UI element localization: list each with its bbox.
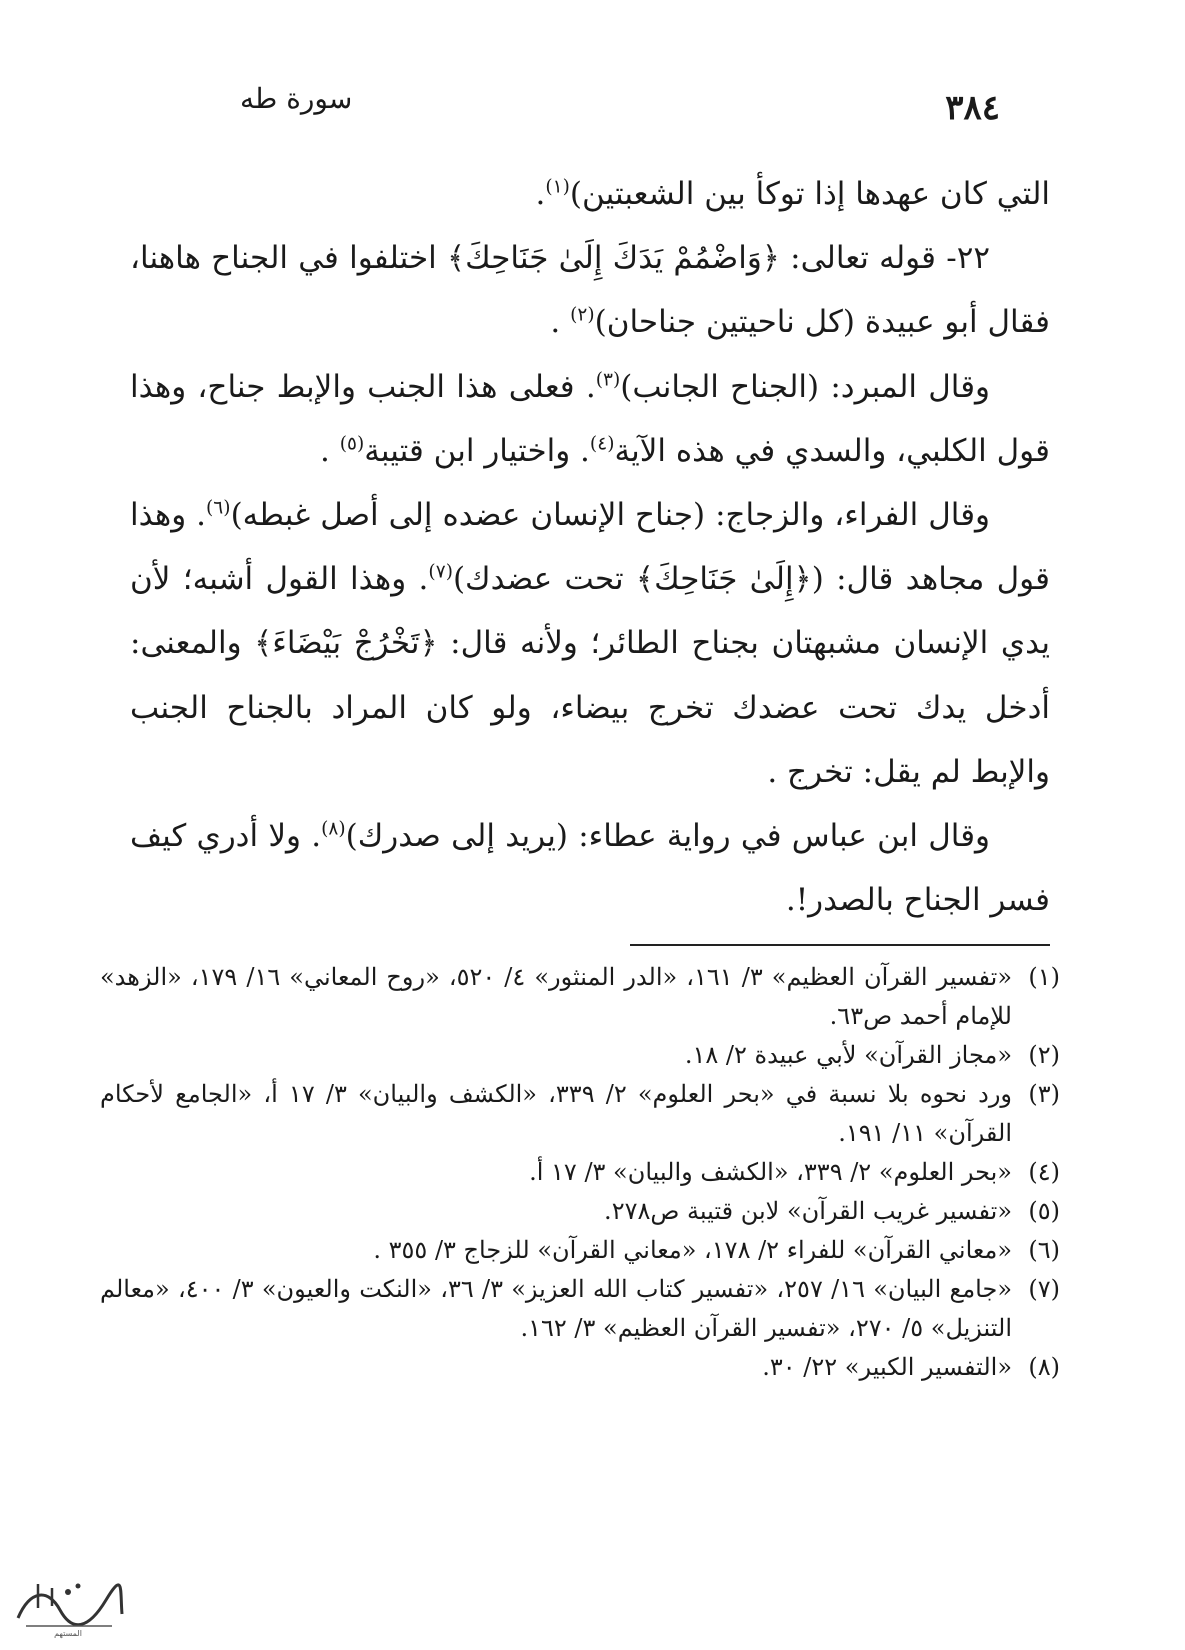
footnote-6 bbox=[100, 1231, 1060, 1270]
footnote-number: (٣) bbox=[1028, 1080, 1060, 1108]
paragraph-4: وقال الفراء، والزجاج: (جناح الإنسان عضده إلى أصل غبطه)$^{(٦)}$. وهذا قول مجاهد قال: (﴿إِلَىٰ جَنَاحِكَ﴾ تحت عضدك)$^{(٧)}$. وهذا القول أشبه؛ لأن يدي الإنسان مشبهتان بجناح الطائر؛ ولأنه قال: ﴿تَخْرُجْ بَيْضَاءَ﴾ والمعنى: أدخل يدك تحت عضدك تخرج بيضاء، ولو كان المراد بالجناح الجنب والإبط لم يقل: تخرج . bbox=[130, 497, 1050, 790]
footnote-8 bbox=[100, 1348, 1060, 1387]
page-header bbox=[80, 78, 1105, 128]
footnote-7 bbox=[100, 1270, 1060, 1348]
page-number: ٣٨٤ bbox=[945, 88, 1000, 128]
publisher-logo-icon bbox=[8, 1570, 128, 1640]
footnote-2 bbox=[100, 1036, 1060, 1075]
footnote-number: (٦) bbox=[1028, 1236, 1060, 1264]
footnote-text: «تفسير غريب القرآن» لابن قتيبة ص٢٧٨. bbox=[604, 1197, 1012, 1225]
footnote-ref[interactable]: (٤) bbox=[589, 433, 615, 455]
svg-text:المستهم: المستهم bbox=[54, 1629, 82, 1638]
paragraph-2: ٢٢- قوله تعالى: ﴿وَاضْمُمْ يَدَكَ إِلَىٰ جَنَاحِكَ﴾ اختلفوا في الجناح هاهنا، فقال أبو عبيدة (كل ناحيتين جناحان)$^{(٢)}$ . bbox=[130, 240, 1050, 341]
running-title: سورة طه bbox=[240, 82, 353, 115]
footnotes bbox=[100, 958, 1060, 1387]
footnote-text: ورد نحوه بلا نسبة في «بحر العلوم» ٢/ ٣٣٩، «الكشف والبيان» ٣/ ١٧ أ، «الجامع لأحكام القرآن» ١١/ ١٩١. bbox=[100, 1080, 1013, 1147]
footnote-ref[interactable]: (١) bbox=[545, 176, 570, 198]
footnote-ref[interactable]: (٥) bbox=[339, 433, 365, 455]
paragraph-1: التي كان عهدها إذا توكأ بين الشعبتين)$^{(١)}$. bbox=[535, 176, 1050, 212]
footnote-5 bbox=[100, 1192, 1060, 1231]
footnote-number: (٨) bbox=[1028, 1353, 1060, 1381]
footnote-number: (١) bbox=[1028, 963, 1060, 991]
paragraph-5: وقال ابن عباس في رواية عطاء: (يريد إلى صدرك)$^{(٨)}$. ولا أدري كيف فسر الجناح بالصدر!. bbox=[130, 818, 1050, 919]
footnote-text: «تفسير القرآن العظيم» ٣/ ١٦١، «الدر المنثور» ٤/ ٥٢٠، «روح المعاني» ١٦/ ١٧٩، «الزهد» للإمام أحمد ص٦٣. bbox=[100, 963, 1013, 1030]
paragraph-3: وقال المبرد: (الجناح الجانب)$^{(٣)}$. فعلى هذا الجنب والإبط جناح، وهذا قول الكلبي، والسدي في هذه الآية$^{(٤)}$. واختيار ابن قتيبة$^{(٥)}$ . bbox=[130, 368, 1050, 469]
footnote-4 bbox=[100, 1153, 1060, 1192]
footnote-text: «التفسير الكبير» ٢٢/ ٣٠. bbox=[762, 1353, 1012, 1381]
footnote-text: «بحر العلوم» ٢/ ٣٣٩، «الكشف والبيان» ٣/ ١٧ أ. bbox=[529, 1158, 1012, 1186]
footnote-text: «جامع البيان» ١٦/ ٢٥٧، «تفسير كتاب الله العزيز» ٣/ ٣٦، «النكت والعيون» ٣/ ٤٠٠، «معالم التنزيل» ٥/ ٢٧٠، «تفسير القرآن العظيم» ٣/ ١٦٢. bbox=[100, 1275, 1013, 1342]
footnote-number: (٧) bbox=[1028, 1275, 1060, 1303]
footnote-ref[interactable]: (٣) bbox=[595, 369, 621, 391]
footnote-text: «معاني القرآن» للفراء ٢/ ١٧٨، «معاني القرآن» للزجاج ٣/ ٣٥٥ . bbox=[373, 1236, 1012, 1264]
footnote-separator bbox=[630, 944, 1050, 946]
main-text bbox=[130, 162, 1050, 932]
footnote-1 bbox=[100, 958, 1060, 1036]
footnote-ref[interactable]: (٦) bbox=[206, 497, 231, 519]
footnote-number: (٥) bbox=[1028, 1197, 1060, 1225]
footnote-number: (٢) bbox=[1028, 1041, 1060, 1069]
footnote-ref[interactable]: (٧) bbox=[428, 561, 453, 583]
footnote-text: «مجاز القرآن» لأبي عبيدة ٢/ ١٨. bbox=[684, 1041, 1012, 1069]
footnote-3 bbox=[100, 1075, 1060, 1153]
footnote-ref[interactable]: (٨) bbox=[321, 818, 346, 840]
footnote-number: (٤) bbox=[1028, 1158, 1060, 1186]
footnote-ref[interactable]: (٢) bbox=[570, 305, 595, 327]
